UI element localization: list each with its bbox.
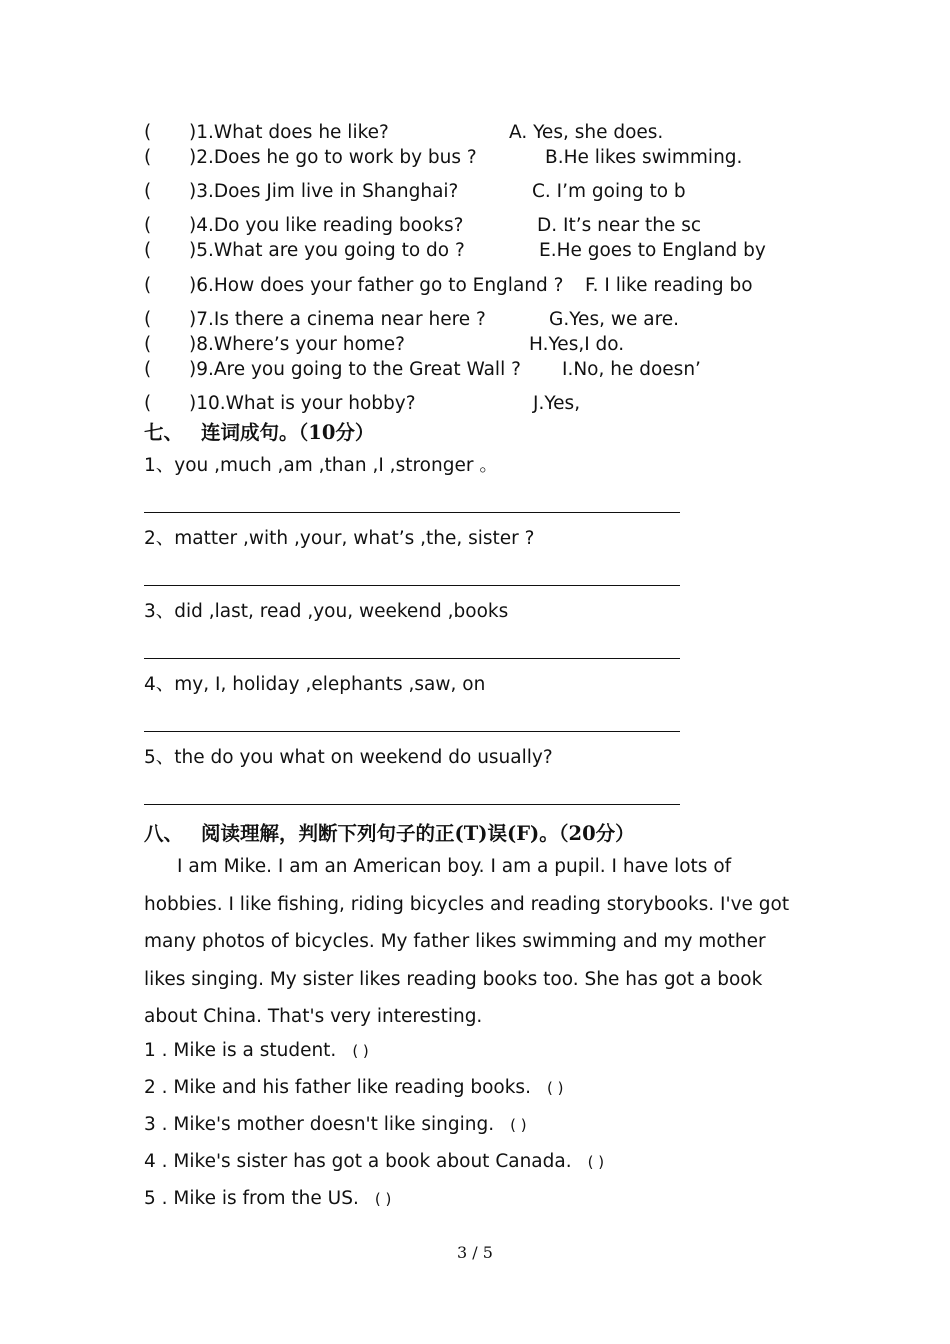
section-title: 阅读理解，判断下列句子的正(T)误(F)。（20分）	[201, 822, 635, 845]
tf-statement	[144, 1151, 604, 1173]
statement-text: 5 . Mike is from the US.	[144, 1188, 359, 1209]
answer-paren[interactable]: (	[144, 309, 152, 330]
option-text: G.Yes, we are.	[549, 309, 680, 330]
answer-line[interactable]	[144, 512, 680, 513]
option-text: D. It’s near the sc	[537, 215, 702, 236]
answer-paren[interactable]: (	[144, 359, 152, 380]
scramble-item: 3、did ,last, read ,you, weekend ,books	[144, 601, 509, 622]
option-text: E.He goes to England by	[539, 240, 766, 261]
answer-paren[interactable]: (	[144, 275, 152, 296]
tf-statement	[144, 1114, 527, 1136]
section-number: 七、	[144, 421, 184, 444]
option-text: A. Yes, she does.	[509, 122, 664, 143]
answer-line[interactable]	[144, 731, 680, 732]
option-text: J.Yes,	[533, 393, 581, 414]
section-number: 八、	[144, 822, 184, 845]
answer-paren[interactable]: ( )	[510, 1116, 527, 1134]
statement-text: 4 . Mike's sister has got a book about Canada.	[144, 1151, 572, 1172]
scramble-item: 4、my, I, holiday ,elephants ,saw, on	[144, 674, 486, 695]
question-text: )9.Are you going to the Great Wall ?	[189, 359, 521, 380]
answer-paren[interactable]: (	[144, 215, 152, 236]
section-8-heading	[144, 818, 635, 846]
answer-paren[interactable]: ( )	[587, 1153, 605, 1171]
question-text: )1.What does he like?	[189, 122, 389, 143]
answer-paren[interactable]: (	[144, 393, 152, 414]
option-text: I.No, he doesn’	[562, 359, 701, 380]
answer-paren[interactable]: ( )	[352, 1042, 369, 1060]
answer-line[interactable]	[144, 804, 680, 805]
option-text: H.Yes,I do.	[529, 334, 625, 355]
statement-text: 2 . Mike and his father like reading books.	[144, 1077, 531, 1098]
option-text: B.He likes swimming.	[545, 147, 743, 168]
question-text: )4.Do you like reading books?	[189, 215, 464, 236]
answer-paren[interactable]: (	[144, 181, 152, 202]
question-text: )8.Where’s your home?	[189, 334, 405, 355]
answer-paren[interactable]: (	[144, 122, 152, 143]
question-text: )5.What are you going to do ?	[189, 240, 465, 261]
scramble-item: 5、the do you what on weekend do usually?	[144, 747, 553, 768]
answer-paren[interactable]: ( )	[546, 1079, 564, 1097]
answer-paren[interactable]: ( )	[374, 1190, 392, 1208]
question-text: )6.How does your father go to England ?	[189, 275, 564, 296]
question-text: )3.Does Jim live in Shanghai?	[189, 181, 459, 202]
section-7-heading	[144, 417, 374, 445]
tf-statement	[144, 1040, 369, 1062]
section-title: 连词成句。（10分）	[201, 421, 375, 444]
tf-statement	[144, 1077, 563, 1099]
option-text: C. I’m going to b	[532, 181, 686, 202]
statement-text: 3 . Mike's mother doesn't like singing.	[144, 1114, 495, 1135]
answer-paren[interactable]: (	[144, 147, 152, 168]
page-number: 3 / 5	[457, 1243, 493, 1262]
scramble-item: 1、you ,much ,am ,than ,I ,stronger 。	[144, 455, 498, 476]
question-text: )10.What is your hobby?	[189, 393, 416, 414]
tf-statement	[144, 1188, 391, 1210]
passage-text: I am Mike. I am an American boy. I am a pupil. I have lots of hobbies. I like fishing, riding bicycles and reading storybooks. I've got many photos of bicycles. My father likes swimming and my mother likes singing. My sister likes reading books too. She has got a book about China. That's very interesting.	[144, 856, 790, 1027]
statement-text: 1 . Mike is a student.	[144, 1040, 337, 1061]
answer-paren[interactable]: (	[144, 334, 152, 355]
reading-passage	[144, 848, 804, 1036]
answer-line[interactable]	[144, 585, 680, 586]
question-text: )7.Is there a cinema near here ?	[189, 309, 486, 330]
answer-paren[interactable]: (	[144, 240, 152, 261]
question-text: )2.Does he go to work by bus ?	[189, 147, 477, 168]
option-text: F. I like reading bo	[585, 275, 753, 296]
scramble-item: 2、matter ,with ,your, what’s ,the, sister ?	[144, 528, 535, 549]
answer-line[interactable]	[144, 658, 680, 659]
